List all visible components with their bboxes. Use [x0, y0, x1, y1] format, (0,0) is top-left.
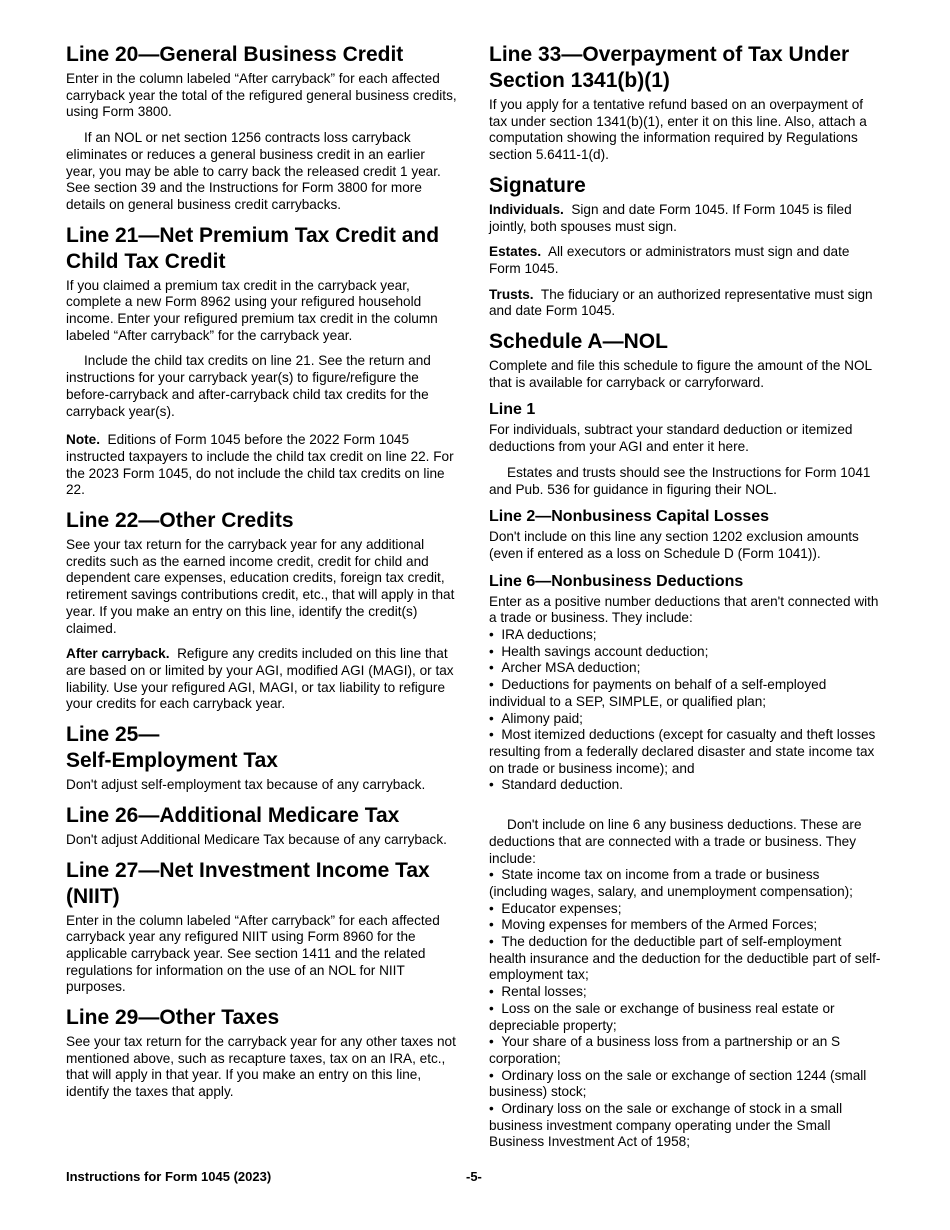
line-1-heading: Line 1: [489, 401, 536, 419]
section-line-2: [489, 507, 881, 562]
note-label: Note.: [66, 432, 100, 448]
line-22-after-carryback: [66, 646, 458, 713]
line-21-paragraph-2: Include the child tax credits on line 21. See the return and instructions for your carryback year(s) to figure/refigure the before-carryback and after-carryback child tax credits for the carryback year(s).: [66, 353, 431, 419]
signature-individuals: [489, 202, 881, 235]
signature-estates: [489, 244, 881, 277]
line-25-heading: [66, 722, 458, 774]
estates-text: All executors or administrators must sign and date Form 1045.: [489, 244, 850, 276]
list-item: • The deduction for the deductible part of self-employment health insurance and the deduction for the deductible part of self-employment tax;: [489, 934, 881, 984]
line-33-heading: Line 33—Overpayment of Tax Under Section 1341(b)(1): [489, 43, 850, 92]
section-line-26: [66, 803, 458, 849]
list-item: • IRA deductions;: [489, 627, 881, 644]
business-deductions-list: [489, 867, 881, 1151]
right-column: [489, 42, 881, 1160]
list-item: • Moving expenses for members of the Armed Forces;: [489, 917, 881, 934]
list-item: • Deductions for payments on behalf of a self-employed individual to a SEP, SIMPLE, or qualified plan;: [489, 677, 881, 710]
line-21-paragraph-1: If you claimed a premium tax credit in the carryback year, complete a new Form 8962 using your refigured household income. Enter your refigured premium tax credit in the column labeled “After carryback” for the carryback year.: [66, 277, 438, 343]
line-26-heading: Line 26—Additional Medicare Tax: [66, 803, 400, 827]
line-6-paragraph-2: Don't include on line 6 any business deductions. These are deductions that are connected with a trade or business. They include:: [489, 817, 862, 866]
section-line-6: [489, 572, 881, 1152]
estates-label: Estates.: [489, 244, 542, 260]
note-text: Editions of Form 1045 before the 2022 Form 1045 instructed taxpayers to include the child tax credit on line 22. For the 2023 Form 1045, do not include the child tax credits on line 22.: [66, 432, 454, 498]
left-column: [66, 42, 458, 1110]
schedule-a-heading: Schedule A—NOL: [489, 330, 668, 354]
list-item: • Alimony paid;: [489, 711, 881, 728]
individuals-label: Individuals.: [489, 201, 564, 217]
section-line-20: [66, 42, 458, 214]
section-line-22: [66, 508, 458, 713]
line-1-paragraph-1: For individuals, subtract your standard deduction or itemized deductions from your AGI and enter it here.: [489, 422, 853, 455]
line-20-heading: Line 20—General Business Credit: [66, 43, 404, 66]
section-line-29: [66, 1005, 458, 1101]
line-25-paragraph-1: Don't adjust self-employment tax because of any carryback.: [66, 777, 426, 793]
line-21-note: [66, 432, 458, 499]
footer-title: Instructions for Form 1045 (2023): [66, 1169, 272, 1184]
list-item: • Loss on the sale or exchange of business real estate or depreciable property;: [489, 1001, 881, 1034]
line-29-heading: Line 29—Other Taxes: [66, 1006, 280, 1030]
line-26-paragraph-1: Don't adjust Additional Medicare Tax because of any carryback.: [66, 831, 447, 847]
line-6-paragraph-1: Enter as a positive number deductions that aren't connected with a trade or business. They include:: [489, 593, 879, 626]
trusts-label: Trusts.: [489, 286, 534, 302]
list-item: • Archer MSA deduction;: [489, 660, 881, 677]
line-22-heading: Line 22—Other Credits: [66, 509, 294, 533]
trusts-text: The fiduciary or an authorized representative must sign and date Form 1045.: [489, 286, 873, 319]
line-33-paragraph-1: If you apply for a tentative refund based on an overpayment of tax under section 1341(b)(1), enter it on this line. Also, attach a computation showing the information required by Regulations section 5.6411-1(d).: [489, 97, 867, 163]
section-line-33: [489, 42, 881, 164]
line-22-paragraph-1: See your tax return for the carryback year for any additional credits such as the earned income credit, credit for child and dependent care expenses, education credits, foreign tax credit, retirement savings contributions credit, etc., that will apply in that year. If you make an entry on this line, identify the credit(s) claimed.: [66, 537, 455, 636]
list-item: • Health savings account deduction;: [489, 644, 881, 661]
section-line-1: [489, 400, 881, 498]
line-20-paragraph-2: If an NOL or net section 1256 contracts loss carryback eliminates or reduces a general business credit in an earlier year, you may be able to carry back the released credit 1 year. See section 39 and the Instructions for Form 3800 for more details on general business credit carrybacks.: [66, 130, 441, 212]
line-27-paragraph-1: Enter in the column labeled “After carryback” for each affected carryback year any refigured NIIT using Form 8960 for the applicable carryback year. See section 1411 and the related regulations for information on the use of an NOL for NIIT purposes.: [66, 912, 440, 995]
list-item: • Standard deduction.: [489, 777, 881, 794]
after-carryback-text: Refigure any credits included on this line that are based on or limited by your AGI, modified AGI (MAGI), or tax liability. Use your refigured AGI, MAGI, or tax liability to refigure your credits for each carryback year.: [66, 646, 454, 712]
section-schedule-a: [489, 329, 881, 391]
line-21-heading: Line 21—Net Premium Tax Credit and Child Tax Credit: [66, 223, 440, 273]
list-item: • Most itemized deductions (except for casualty and theft losses resulting from a federally declared disaster and state income tax on trade or business income); and: [489, 727, 881, 777]
line-25-heading-b: Self-Employment Tax: [66, 749, 278, 773]
list-item: • Ordinary loss on the sale or exchange of section 1244 (small business) stock;: [489, 1068, 881, 1101]
list-item: • Your share of a business loss from a partnership or an S corporation;: [489, 1034, 881, 1067]
line-29-paragraph-1: See your tax return for the carryback year for any other taxes not mentioned above, such as recapture taxes, tax on an IRA, etc., that will apply in that year. If you make an entry on this line, identify the taxes that apply.: [66, 1034, 456, 1100]
list-item: • State income tax on income from a trade or business (including wages, salary, and unemployment compensation);: [489, 867, 881, 900]
list-item: • Rental losses;: [489, 984, 881, 1001]
section-signature: [489, 173, 881, 320]
page-number: -5-: [466, 1169, 482, 1184]
list-item: • Educator expenses;: [489, 901, 881, 918]
line-1-paragraph-2: Estates and trusts should see the Instructions for Form 1041 and Pub. 536 for guidance in figuring their NOL.: [489, 464, 871, 497]
line-2-paragraph-1: Don't include on this line any section 1202 exclusion amounts (even if entered as a loss on Schedule D (Form 1041)).: [489, 529, 859, 561]
section-line-25: [66, 722, 458, 794]
signature-trusts: [489, 287, 881, 320]
spacer: [489, 803, 881, 817]
line-25-heading-a: Line 25—: [66, 723, 160, 747]
section-line-21: [66, 223, 458, 499]
after-carryback-label: After carryback.: [66, 646, 170, 662]
signature-heading: Signature: [489, 173, 586, 197]
list-item: • Ordinary loss on the sale or exchange of stock in a small business investment company operating under the Small Business Investment Act of 1958;: [489, 1101, 881, 1151]
line-27-heading: Line 27—Net Investment Income Tax (NIIT): [66, 858, 430, 908]
line-20-paragraph-1: Enter in the column labeled “After carryback” for each affected carryback year the total of the refigured general business credits, using Form 3800.: [66, 71, 457, 120]
line-2-heading: Line 2—Nonbusiness Capital Losses: [489, 508, 770, 526]
individuals-text: Sign and date Form 1045. If Form 1045 is filed jointly, both spouses must sign.: [489, 201, 852, 234]
schedule-a-paragraph-1: Complete and file this schedule to figure the amount of the NOL that is available for carryback or carryforward.: [489, 358, 872, 390]
line-6-heading: Line 6—Nonbusiness Deductions: [489, 572, 744, 590]
section-line-27: [66, 858, 458, 997]
nonbusiness-deductions-list: [489, 627, 881, 794]
